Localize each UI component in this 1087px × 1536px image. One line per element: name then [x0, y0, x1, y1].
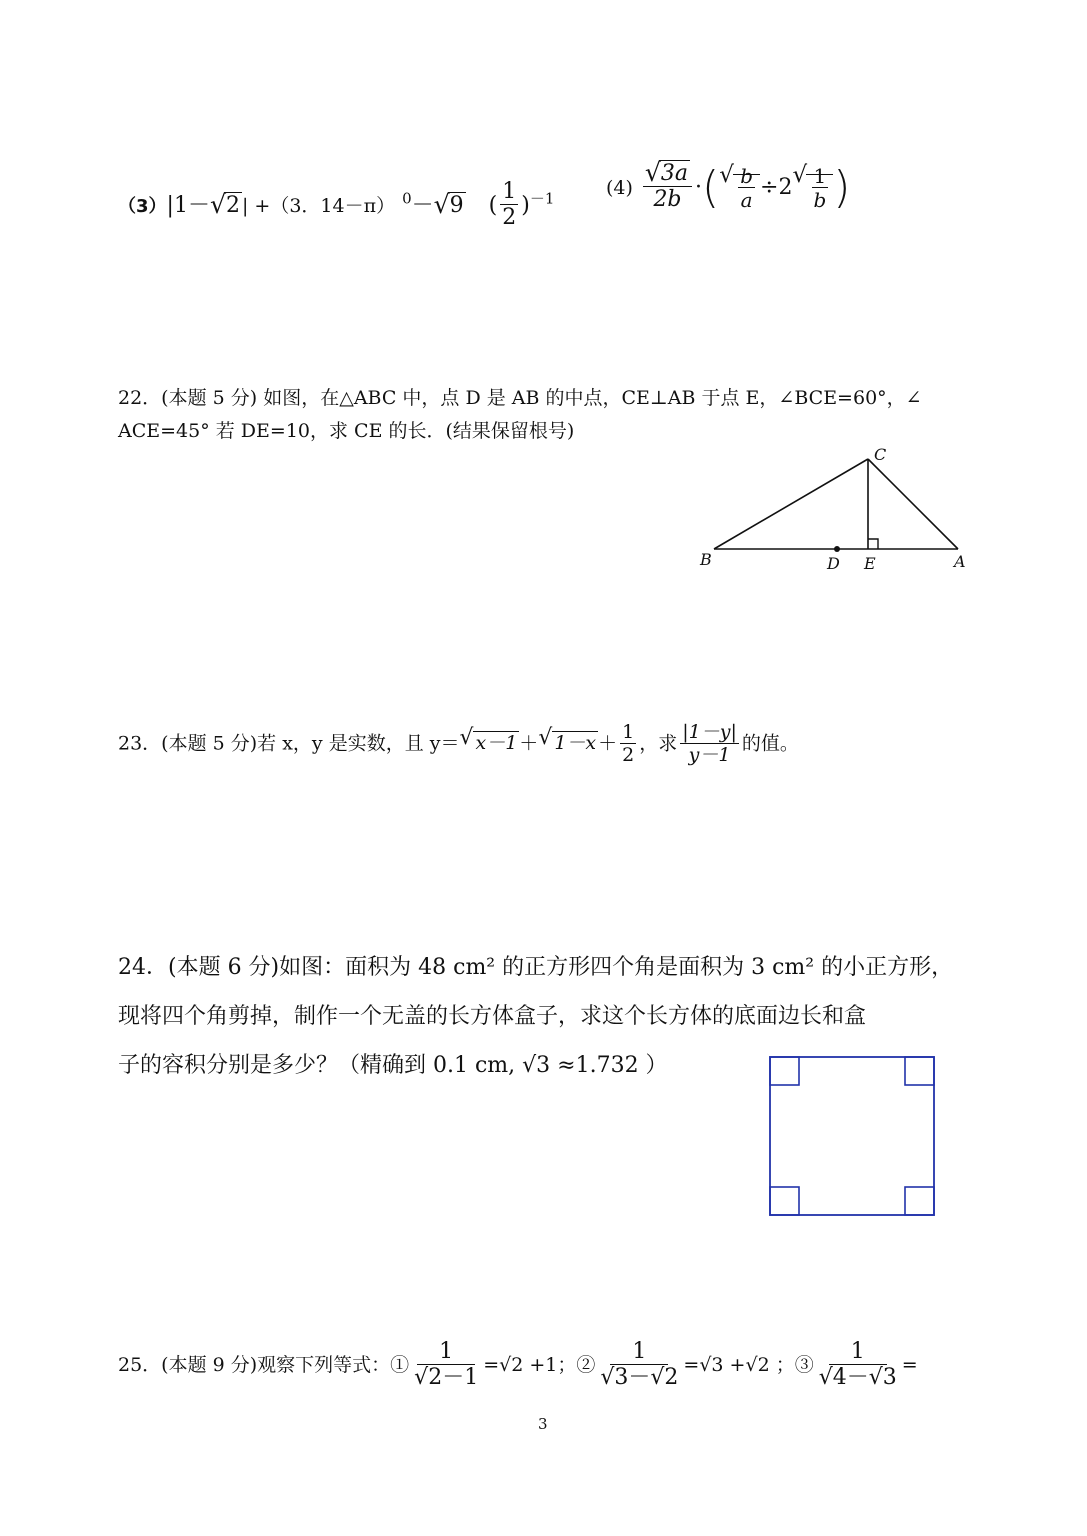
fraction: √ $\frac{3a}{2b}$ [643, 162, 692, 214]
q24-line3: 子的容积分别是多少？（精确到 0.1 cm, √3 ≈1.732 ） [118, 1053, 668, 1078]
point-d [834, 546, 840, 552]
label-a: A [954, 552, 966, 571]
q23: 23．(本题 5 分)若 x，y 是实数，且 y＝√ x－1 ＋√ 1－x ＋ $\frac{1}{2}$ ，求 $\frac{|1-y|}{y-1}$ 的值。 [118, 722, 799, 767]
corner-square [770, 1187, 799, 1215]
q24-line1: 24．(本题 6 分)如图：面积为 48 cm² 的正方形四个角是面积为 3 cm² 的小正方形， [118, 955, 954, 980]
segment-ca [868, 459, 958, 549]
q21-part3: （3）|1－√ 2 | +（3．14－π） $^0$－√ 9 ( $\frac{1}{2}$ )$^{-1}$ [118, 180, 554, 232]
segment-bc [714, 459, 868, 549]
label-b: B [700, 550, 712, 569]
sqrt: √ 9 [436, 193, 466, 218]
q22-line1: 22．(本题 5 分) 如图，在△ABC 中，点 D 是 AB 的中点，CE⊥AB 于点 E，∠BCE=60°，∠ [118, 387, 922, 409]
big-square [770, 1057, 934, 1215]
q21-p3-label: （3） [118, 195, 167, 217]
fraction: $\frac{1}{2}$ [502, 179, 517, 231]
right-angle-mark [868, 539, 878, 549]
page-number: 3 [538, 1415, 548, 1433]
label-d: D [827, 554, 840, 573]
corner-square [905, 1187, 934, 1215]
square-diagram [768, 1055, 938, 1219]
q21-part4: (4) √ $\frac{3a}{2b}$ ·( √ $\frac{b}{a}$ ÷2 √ $\frac{1}{b}$ ) [606, 162, 850, 214]
q22-line2: ACE=45° 若 DE=10，求 CE 的长．(结果保留根号) [118, 420, 575, 442]
label-c: C [874, 445, 887, 464]
q24-line2: 现将四个角剪掉，制作一个无盖的长方体盒子，求这个长方体的底面边长和盒 [118, 1004, 867, 1029]
q25: 25．(本题 9 分)观察下列等式：① $\frac{1}{√2-1}$ =√2 +1；② $\frac{1}{√3-√2}$ =√3 +√2 ；③ $\frac{1}{√4-√3}$ = [118, 1339, 918, 1391]
corner-square [770, 1057, 799, 1085]
corner-square [905, 1057, 934, 1085]
triangle-diagram [690, 440, 980, 580]
sqrt: √ 2 [212, 193, 242, 218]
label-e: E [864, 554, 876, 573]
